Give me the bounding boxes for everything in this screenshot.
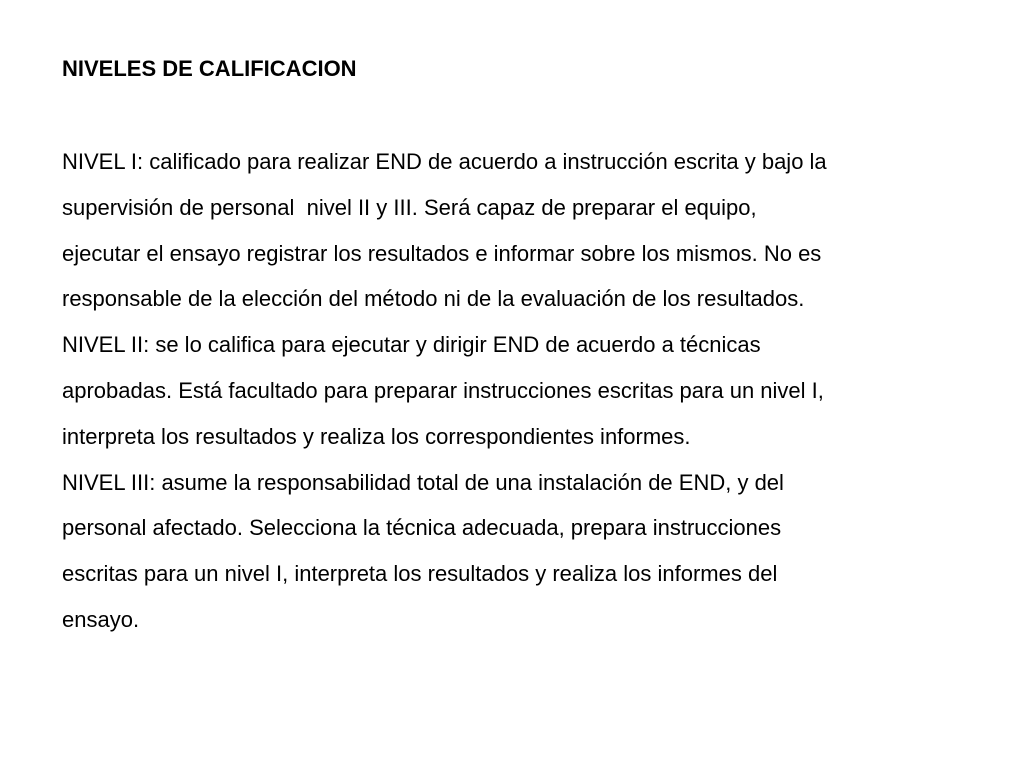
body-line: ejecutar el ensayo registrar los resultados e informar sobre los mismos. No es [62,240,822,266]
body-line: aprobadas. Está facultado para preparar instrucciones escritas para un nivel I, [62,377,824,403]
body-line: supervisión de personal nivel II y III. Será capaz de preparar el equipo, [62,194,757,220]
body-line: NIVEL II: se lo califica para ejecutar y dirigir END de acuerdo a técnicas [62,332,761,358]
body-line: ensayo. [62,606,140,632]
slide-body [62,139,962,643]
slide-title: NIVELES DE CALIFICACION [62,56,357,81]
body-line: NIVEL III: asume la responsabilidad total de una instalación de END, y del [62,469,784,495]
body-line: interpreta los resultados y realiza los correspondientes informes. [62,423,691,449]
body-line: escritas para un nivel I, interpreta los resultados y realiza los informes del [62,561,778,587]
body-line: personal afectado. Selecciona la técnica adecuada, prepara instrucciones [62,515,782,541]
body-line: NIVEL I: calificado para realizar END de acuerdo a instrucción escrita y bajo la [62,149,827,174]
body-line: responsable de la elección del método ni de la evaluación de los resultados. [62,286,805,312]
